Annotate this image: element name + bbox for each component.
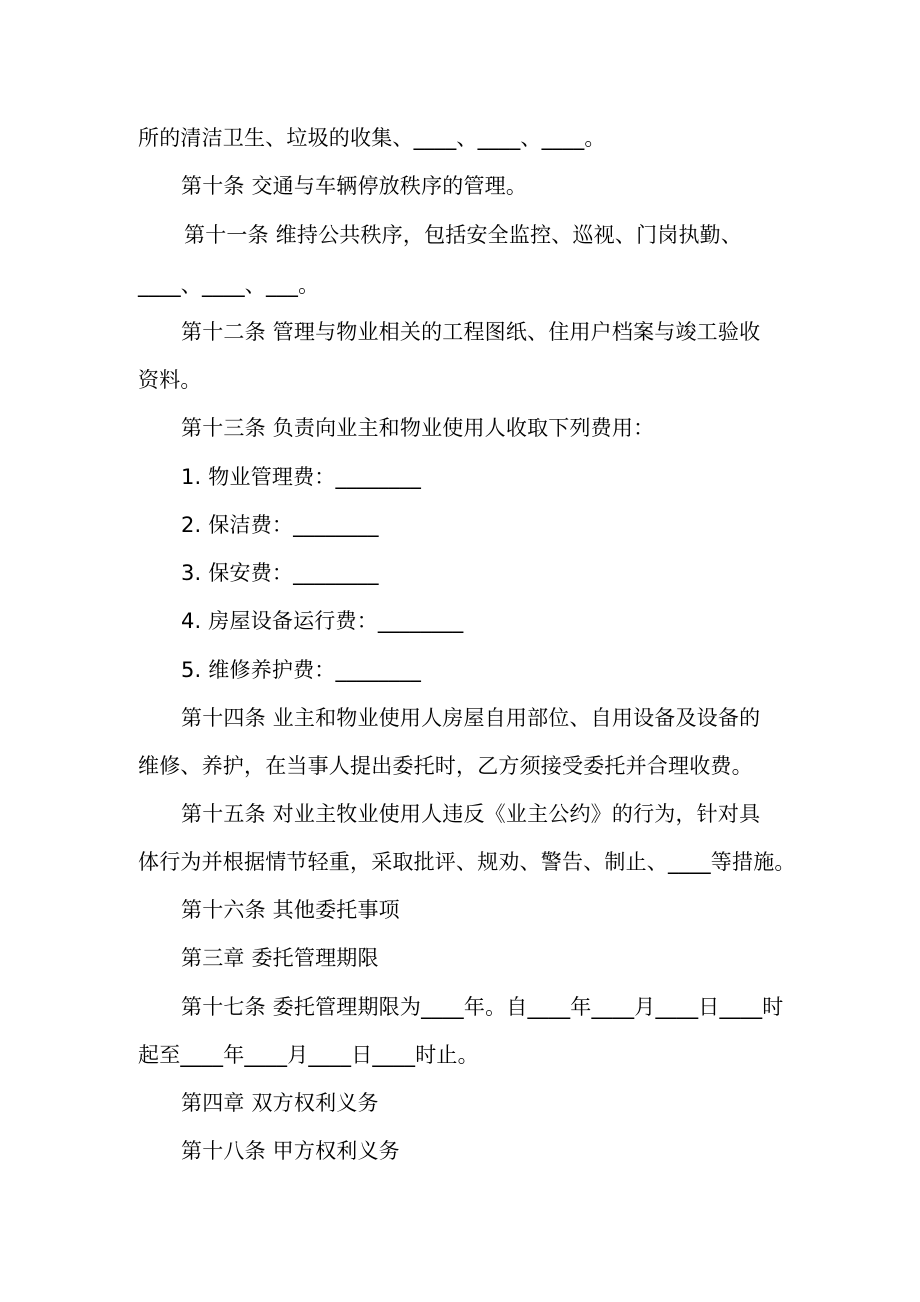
fee-item-4: 4. 房屋设备运行费：________ xyxy=(181,609,464,633)
article-14: 第十四条 业主和物业使用人房屋自用部位、自用设备及设备的 xyxy=(181,706,761,730)
article-12-continued: 资料。 xyxy=(138,368,202,392)
fee-item-1: 1. 物业管理费：________ xyxy=(181,465,422,489)
article-11: 第十一条 维持公共秩序，包括安全监控、巡视、门岗执勤、 xyxy=(184,223,743,247)
article-10: 第十条 交通与车辆停放秩序的管理。 xyxy=(181,174,528,198)
article-17: 第十七条 委托管理期限为____年。自____年____月____日____时 xyxy=(181,995,784,1019)
article-14-continued: 维修、养护，在当事人提出委托时，乙方须接受委托并合理收费。 xyxy=(138,754,753,778)
article-16: 第十六条 其他委托事项 xyxy=(181,898,400,922)
line-1: 所的清洁卫生、垃圾的收集、____、____、____。 xyxy=(138,126,606,150)
article-12: 第十二条 管理与物业相关的工程图纸、住用户档案与竣工验收 xyxy=(181,320,761,344)
article-11-continued: ____、____、___。 xyxy=(138,273,320,297)
article-15-continued: 体行为并根据情节轻重，采取批评、规劝、警告、制止、____等措施。 xyxy=(138,850,796,874)
chapter-3-heading: 第三章 委托管理期限 xyxy=(181,946,379,970)
fee-item-3: 3. 保安费：________ xyxy=(181,561,379,585)
fee-item-2: 2. 保洁费：________ xyxy=(181,513,379,537)
fee-item-5: 5. 维修养护费：________ xyxy=(181,658,422,682)
article-17-continued: 起至____年____月____日____时止。 xyxy=(138,1043,479,1067)
chapter-4-heading: 第四章 双方权利义务 xyxy=(181,1091,379,1115)
article-15: 第十五条 对业主牧业使用人违反《业主公约》的行为，针对具 xyxy=(181,802,761,826)
article-13: 第十三条 负责向业主和物业使用人收取下列费用： xyxy=(181,416,655,440)
article-18: 第十八条 甲方权利义务 xyxy=(181,1139,400,1163)
